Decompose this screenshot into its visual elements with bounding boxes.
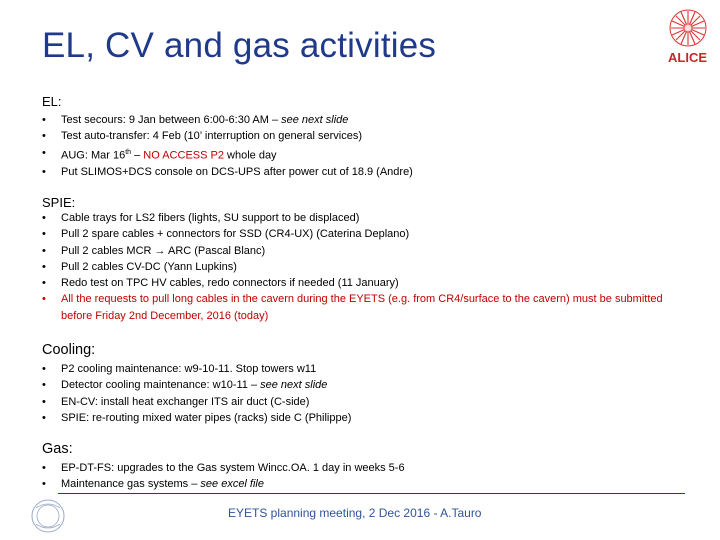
- footer-text: EYETS planning meeting, 2 Dec 2016 - A.Tauro: [228, 506, 482, 520]
- gas-list: [42, 460, 405, 493]
- page-title: EL, CV and gas activities: [42, 26, 437, 65]
- list-item: • Redo test on TPC HV cables, redo connectors if needed (11 January): [42, 277, 399, 290]
- el-list: [42, 112, 413, 180]
- list-item-deadline: • All the requests to pull long cables in the cavern during the EYETS (e.g. from CR4/surface to the cavern) must be submitted before Friday 2nd December, 2016 (today): [42, 293, 663, 322]
- list-item: • Pull 2 spare cables + connectors for SSD (CR4-UX) (Caterina Deplano): [42, 228, 410, 241]
- list-item: • Pull 2 cables MCR → ARC (Pascal Blanc): [42, 244, 266, 257]
- spie-list: [42, 210, 672, 324]
- el-heading: EL:: [42, 94, 62, 109]
- list-item: • Pull 2 cables CV-DC (Yann Lupkins): [42, 260, 237, 273]
- list-item: • AUG: Mar 16th – NO ACCESS P2 whole day: [42, 146, 277, 162]
- spie-heading: SPIE:: [42, 195, 76, 210]
- cooling-heading: Cooling:: [42, 342, 96, 358]
- list-item: • P2 cooling maintenance: w9-10-11. Stop towers w11: [42, 363, 317, 375]
- list-item: • Test auto-transfer: 4 Feb (10’ interruption on general services): [42, 130, 363, 143]
- alice-logo: [664, 6, 716, 66]
- no-access-alert: NO ACCESS P2: [143, 149, 224, 162]
- list-item: • Maintenance gas systems – see excel file: [42, 478, 264, 491]
- list-item: • Put SLIMOS+DCS console on DCS-UPS after power cut of 18.9 (Andre): [42, 165, 413, 178]
- list-item: • Test secours: 9 Jan between 6:00-6:30 AM – see next slide: [42, 114, 349, 126]
- list-item: • SPIE: re-routing mixed water pipes (racks) side C (Philippe): [42, 411, 352, 424]
- list-item: • Cable trays for LS2 fibers (lights, SU support to be displaced): [42, 212, 360, 224]
- gas-heading: Gas:: [42, 441, 73, 457]
- list-item: • EP-DT-FS: upgrades to the Gas system Wincc.OA. 1 day in weeks 5-6: [42, 462, 405, 474]
- footer-divider: [58, 493, 685, 494]
- list-item: • EN-CV: install heat exchanger ITS air duct (C-side): [42, 395, 310, 408]
- list-item: • Detector cooling maintenance: w10-11 – see next slide: [42, 379, 328, 392]
- alice-starburst-icon: [670, 10, 706, 46]
- cooling-list: [42, 361, 351, 426]
- cern-logo-icon: [30, 498, 66, 534]
- svg-text:ALICE: ALICE: [668, 50, 707, 65]
